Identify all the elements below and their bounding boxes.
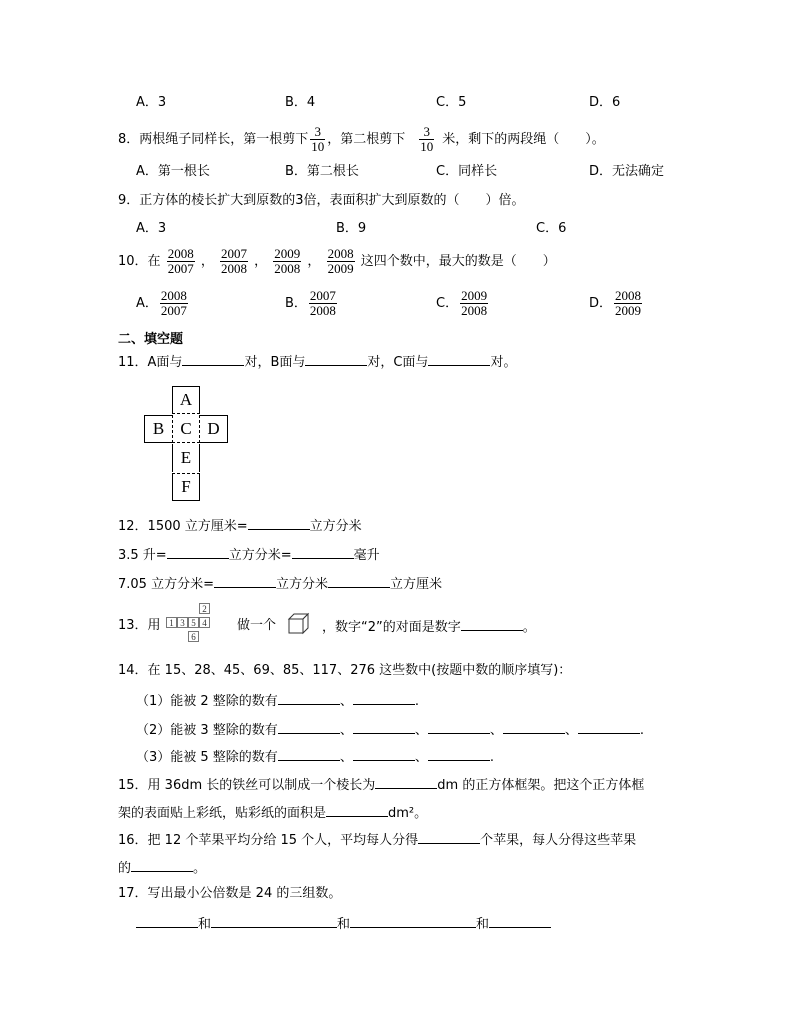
q10-f4-den: 2009 bbox=[327, 261, 354, 276]
q12-blank-5[interactable] bbox=[328, 575, 390, 588]
q10-comma-3: ， bbox=[307, 254, 321, 269]
q10-option-a-den: 2007 bbox=[160, 303, 187, 318]
q17-and-2: 和 bbox=[337, 917, 351, 932]
q14-3-sep-1: 、 bbox=[339, 750, 353, 765]
q17-blank-2[interactable] bbox=[211, 915, 337, 928]
q13-text-3b: 。 bbox=[522, 620, 536, 635]
q10-fraction-2 bbox=[220, 247, 248, 276]
q10-option-b-num: 2007 bbox=[309, 288, 336, 303]
q12-blank-3[interactable] bbox=[292, 546, 354, 559]
q7-option-a: A．3 bbox=[136, 95, 167, 110]
q12-text-1b: 立方分米 bbox=[309, 519, 362, 534]
q10-fraction-3 bbox=[273, 247, 301, 276]
q14-2-blank-3[interactable] bbox=[428, 721, 490, 734]
q15-blank-1[interactable] bbox=[375, 776, 437, 789]
q16-text-1a: 16．把 12 个苹果平均分给 15 个人，平均每人分得 bbox=[118, 833, 419, 848]
q11-cube-net-diagram bbox=[142, 386, 234, 504]
q14-2-blank-1[interactable] bbox=[278, 721, 340, 734]
q8-frac1-num: 3 bbox=[314, 124, 322, 139]
q14-question: 14．在 15、28、45、69、85、117、276 这些数中(按题中数的顺序填写)： bbox=[118, 663, 572, 678]
net-face-a: A bbox=[172, 386, 200, 414]
q7-option-d: D．6 bbox=[589, 95, 621, 110]
q12-text-2c: 毫升 bbox=[353, 548, 380, 563]
q10-f1-den: 2007 bbox=[167, 261, 194, 276]
q9-question: 9．正方体的棱长扩大到原数的3倍，表面积扩大到原数的（ ）倍。 bbox=[118, 193, 525, 208]
q15-text-1a: 15．用 36dm 长的铁丝可以制成一个棱长为 bbox=[118, 778, 376, 793]
q8-suffix: 米，剩下的两段绳（ ）。 bbox=[442, 132, 605, 147]
q13-text-2: 做一个 bbox=[237, 618, 277, 633]
small-net-cell-2: 3 bbox=[177, 617, 188, 628]
q9-option-c: C．6 bbox=[536, 221, 567, 236]
q16-blank-1[interactable] bbox=[418, 831, 480, 844]
q14-1-end: . bbox=[414, 694, 419, 709]
q8-mid: ，第二根剪下 bbox=[327, 132, 406, 147]
q10-option-a-num: 2008 bbox=[160, 288, 187, 303]
q10-f4-num: 2008 bbox=[327, 246, 354, 261]
q13-text-1: 13．用 bbox=[118, 618, 161, 633]
small-net-cell-4: 4 bbox=[199, 617, 210, 628]
q11-text-4: 对。 bbox=[490, 355, 517, 370]
q14-1-blank-2[interactable] bbox=[353, 692, 415, 705]
q10-f2-num: 2007 bbox=[220, 246, 247, 261]
q14-2-sep-4: 、 bbox=[564, 723, 578, 738]
q11-text-2: 对，B面与 bbox=[244, 355, 306, 370]
q10-question bbox=[118, 246, 556, 278]
q8-prefix: 8．两根绳子同样长，第一根剪下 bbox=[118, 132, 309, 147]
q10-option-a-label: A． bbox=[136, 296, 158, 311]
net-face-d: D bbox=[200, 415, 228, 443]
q14-1-blank-1[interactable] bbox=[278, 692, 340, 705]
q14-3-end: . bbox=[489, 750, 494, 765]
q12-text-2a: 3.5 升= bbox=[118, 548, 167, 563]
small-net-cell-1: 1 bbox=[166, 617, 177, 628]
q14-2-sep-3: 、 bbox=[489, 723, 503, 738]
q11-text-1: 11．A面与 bbox=[118, 355, 183, 370]
q9-option-a: A．3 bbox=[136, 221, 167, 236]
q12-text-2b: 立方分米= bbox=[228, 548, 292, 563]
q8-option-d: D．无法确定 bbox=[589, 164, 665, 179]
q14-sub-2 bbox=[136, 721, 644, 739]
q10-comma-1: ， bbox=[200, 254, 214, 269]
q15-line-2 bbox=[118, 804, 427, 822]
cube-icon bbox=[287, 612, 311, 636]
q11-question bbox=[118, 353, 516, 371]
q8-option-b: B．第二根长 bbox=[285, 164, 359, 179]
q8-option-a: A．第一根长 bbox=[136, 164, 210, 179]
q14-sub-1 bbox=[136, 692, 419, 710]
q10-option-b bbox=[285, 288, 339, 320]
q10-option-a bbox=[136, 288, 190, 320]
q8-option-c: C．同样长 bbox=[436, 164, 498, 179]
q10-option-c-label: C． bbox=[436, 296, 459, 311]
q14-2-sep-2: 、 bbox=[414, 723, 428, 738]
net-face-f: F bbox=[172, 473, 200, 501]
q16-text-2b: 。 bbox=[193, 861, 207, 876]
q10-option-d-den: 2009 bbox=[615, 303, 642, 318]
q17-and-3: 和 bbox=[476, 917, 490, 932]
q12-text-3a: 7.05 立方分米= bbox=[118, 577, 214, 592]
q10-option-c bbox=[436, 288, 490, 320]
q14-3-blank-3[interactable] bbox=[428, 748, 490, 761]
q14-2-sep-1: 、 bbox=[339, 723, 353, 738]
q10-option-b-den: 2008 bbox=[309, 303, 336, 318]
q10-fraction-1 bbox=[167, 247, 195, 276]
q8-frac2-num: 3 bbox=[423, 124, 431, 139]
q10-option-d-fraction bbox=[614, 289, 642, 318]
q12-blank-2[interactable] bbox=[167, 546, 229, 559]
q14-sub-1-label: （1）能被 2 整除的数有 bbox=[136, 694, 278, 709]
q10-option-c-fraction bbox=[460, 289, 488, 318]
q17-question: 17．写出最小公倍数是 24 的三组数。 bbox=[118, 886, 342, 901]
q10-option-b-label: B． bbox=[285, 296, 307, 311]
q12-blank-4[interactable] bbox=[214, 575, 276, 588]
q14-3-sep-2: 、 bbox=[414, 750, 428, 765]
q10-prefix: 10．在 bbox=[118, 254, 161, 269]
q17-blank-4[interactable] bbox=[489, 915, 551, 928]
q17-blank-3[interactable] bbox=[350, 915, 476, 928]
q13-numbered-net bbox=[165, 603, 225, 649]
q10-option-b-fraction bbox=[309, 289, 337, 318]
q16-text-1b: 个苹果，每人分得这些苹果 bbox=[480, 833, 637, 848]
q8-frac1-den: 10 bbox=[311, 139, 325, 154]
q8-question bbox=[118, 124, 605, 156]
q14-sub-3 bbox=[136, 748, 494, 766]
q8-fraction-1 bbox=[310, 125, 325, 154]
q14-sub-3-label: （3）能被 5 整除的数有 bbox=[136, 750, 278, 765]
q10-f1-num: 2008 bbox=[167, 246, 194, 261]
q10-option-d-label: D． bbox=[589, 296, 613, 311]
small-net-cell-3: 5 bbox=[188, 617, 199, 628]
q14-3-blank-1[interactable] bbox=[278, 748, 340, 761]
q12-text-3b: 立方分米 bbox=[275, 577, 328, 592]
q16-line-1 bbox=[118, 831, 636, 849]
q10-option-d-num: 2008 bbox=[615, 288, 642, 303]
q10-f3-den: 2008 bbox=[274, 261, 301, 276]
q11-blank-b[interactable] bbox=[305, 353, 367, 366]
q14-3-blank-2[interactable] bbox=[353, 748, 415, 761]
q15-text-2a: 架的表面贴上彩纸，贴彩纸的面积是 bbox=[118, 806, 327, 821]
q12-blank-1[interactable] bbox=[248, 517, 310, 530]
q7-option-b: B．4 bbox=[285, 95, 316, 110]
q13-blank[interactable] bbox=[461, 618, 523, 631]
q10-comma-2: ， bbox=[254, 254, 268, 269]
q10-option-d bbox=[589, 288, 644, 320]
q12-line-2 bbox=[118, 546, 380, 564]
q17-answer-line bbox=[136, 915, 551, 933]
q14-2-blank-5[interactable] bbox=[578, 721, 640, 734]
q15-text-1b: dm 的正方体框架。把这个正方体框 bbox=[437, 778, 645, 793]
q14-2-blank-2[interactable] bbox=[353, 721, 415, 734]
q10-fraction-4 bbox=[327, 247, 355, 276]
q10-f2-den: 2008 bbox=[220, 261, 247, 276]
q11-blank-a[interactable] bbox=[182, 353, 244, 366]
q12-line-1 bbox=[118, 517, 362, 535]
q12-text-3c: 立方厘米 bbox=[390, 577, 443, 592]
q14-sub-2-label: （2）能被 3 整除的数有 bbox=[136, 723, 278, 738]
q16-blank-2[interactable] bbox=[131, 859, 193, 872]
q12-line-3 bbox=[118, 575, 442, 593]
q16-line-2 bbox=[118, 859, 206, 877]
net-face-c: C bbox=[172, 415, 200, 443]
q10-suffix: 这四个数中，最大的数是（ ） bbox=[360, 254, 556, 269]
q7-option-c: C．5 bbox=[436, 95, 467, 110]
q10-option-c-num: 2009 bbox=[461, 288, 488, 303]
q13-text-3a: ，数字“2”的对面是数字 bbox=[322, 620, 461, 635]
q13-text-3 bbox=[322, 618, 536, 636]
q10-option-c-den: 2008 bbox=[461, 303, 488, 318]
q10-option-a-fraction bbox=[160, 289, 188, 318]
q15-line-1 bbox=[118, 776, 644, 794]
q17-and-1: 和 bbox=[198, 917, 212, 932]
q11-text-3: 对，C面与 bbox=[367, 355, 429, 370]
q14-2-blank-4[interactable] bbox=[503, 721, 565, 734]
q9-option-b: B．9 bbox=[336, 221, 367, 236]
q15-text-2b: dm²。 bbox=[388, 806, 428, 821]
q15-blank-2[interactable] bbox=[326, 804, 388, 817]
q8-frac2-den: 10 bbox=[420, 139, 434, 154]
q16-text-2a: 的 bbox=[118, 861, 132, 876]
q11-blank-c[interactable] bbox=[428, 353, 490, 366]
q17-blank-1[interactable] bbox=[136, 915, 198, 928]
q14-2-end: . bbox=[639, 723, 645, 738]
q8-fraction-2 bbox=[419, 125, 434, 154]
q14-1-sep-1: 、 bbox=[339, 694, 353, 709]
net-face-e: E bbox=[172, 444, 200, 472]
q10-f3-num: 2009 bbox=[274, 246, 301, 261]
net-face-b: B bbox=[144, 415, 172, 443]
small-net-bottom: 6 bbox=[188, 631, 199, 642]
small-net-top: 2 bbox=[199, 603, 210, 614]
section-heading-fill-in: 二、填空题 bbox=[118, 332, 184, 347]
q12-text-1a: 12．1500 立方厘米= bbox=[118, 519, 248, 534]
